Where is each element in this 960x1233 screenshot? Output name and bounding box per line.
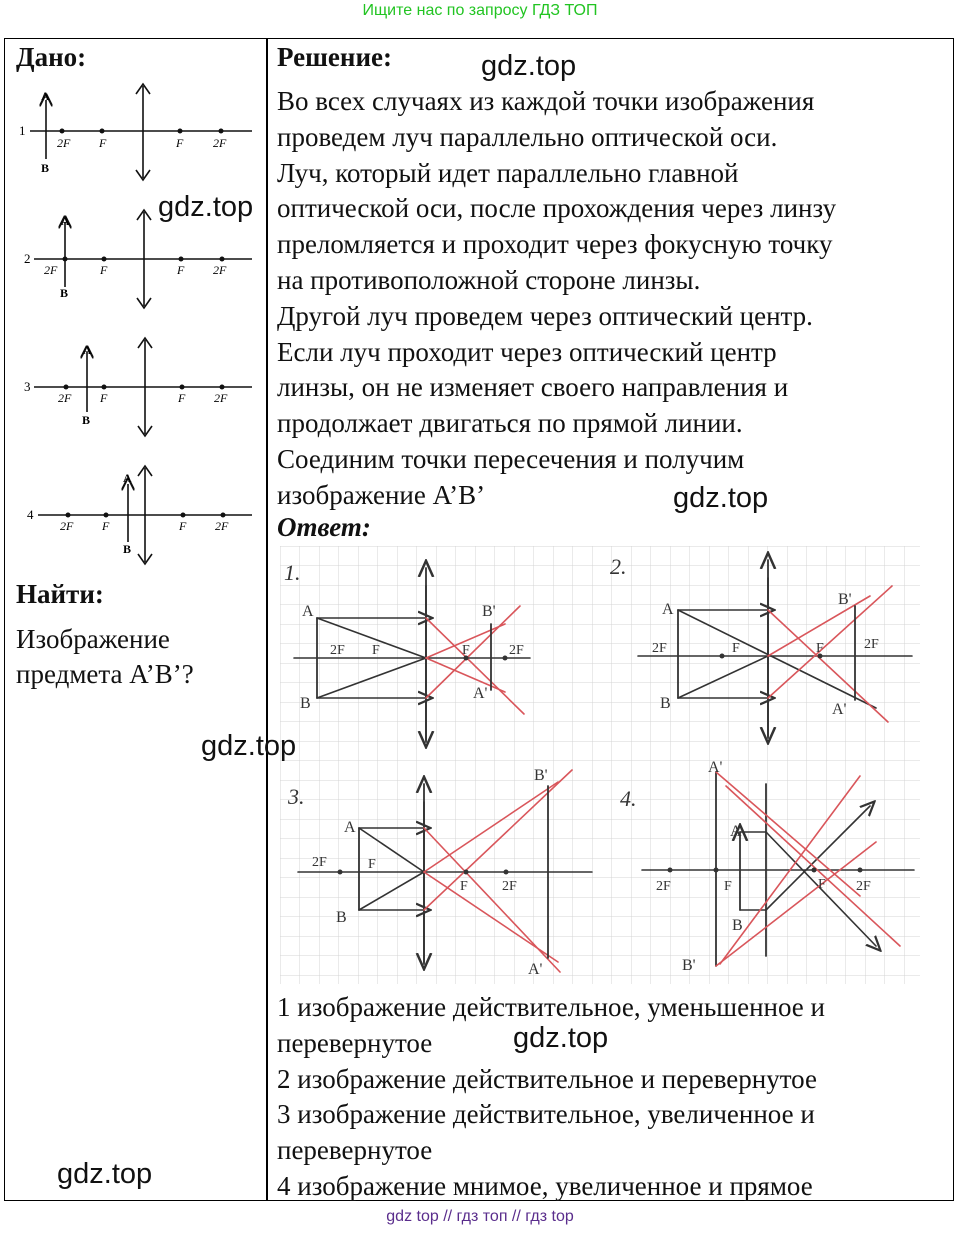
sketch-label: F — [816, 641, 824, 656]
sketch-label: F — [368, 857, 376, 872]
sketch-number: 4. — [620, 786, 637, 811]
sketch-label: 2F — [330, 643, 345, 658]
label-f: F — [179, 519, 187, 533]
label-f: F — [178, 391, 186, 405]
label-2f: 2F — [214, 391, 228, 405]
watermark: gdz.top — [57, 1158, 153, 1190]
answer-line: перевернутое — [277, 1135, 433, 1166]
sketch-label: A — [662, 601, 674, 618]
sketch-label: 2F — [312, 855, 327, 870]
sketch-label: A' — [528, 961, 543, 978]
watermark: gdz.top — [201, 730, 297, 762]
solution-line: продолжает двигаться по прямой линии. — [277, 408, 743, 439]
sketch-label: F — [462, 643, 470, 658]
solution-heading: Решение: — [277, 42, 392, 72]
solution-line: проведем луч параллельно оптической оси. — [277, 121, 778, 152]
label-f: F — [100, 391, 108, 405]
sketch-label: B — [660, 695, 671, 712]
sketch-label: F — [732, 641, 740, 656]
sketch-label: A' — [832, 701, 847, 718]
header-search-hint[interactable]: Ищите нас по запросу ГДЗ ТОП — [362, 2, 598, 19]
label-2f: 2F — [44, 263, 58, 277]
sketch-label: 2F — [502, 879, 517, 894]
diagram-number: 1 — [19, 123, 26, 138]
answer-line: перевернутое — [277, 1027, 433, 1058]
label-a: A — [123, 471, 132, 485]
watermark: gdz.top — [481, 50, 577, 82]
label-b: B — [60, 286, 69, 300]
solution-line: оптической оси, после прохождения через линзу — [277, 193, 837, 224]
sketch-label: B' — [482, 603, 496, 620]
label-f: F — [99, 136, 107, 150]
sketch-label: B — [300, 695, 311, 712]
solution-line: Луч, который идет параллельно главной — [277, 157, 739, 188]
watermark: gdz.top — [158, 191, 254, 223]
diagram-number: 2 — [24, 251, 31, 266]
sketch-label: B' — [534, 767, 548, 784]
sketch-label: A' — [708, 759, 723, 776]
sketch-number: 2. — [610, 554, 627, 579]
given-heading: Дано: — [16, 42, 87, 72]
sketch-label: A — [730, 823, 742, 840]
label-a: A — [83, 343, 92, 357]
answer-sketches — [280, 546, 920, 984]
sketch-label: A — [344, 819, 356, 836]
column-divider — [266, 38, 268, 1201]
label-2f: 2F — [215, 519, 229, 533]
sketch-number: 3. — [288, 784, 305, 809]
find-heading: Найти: — [16, 579, 104, 609]
answer-heading: Ответ: — [277, 512, 371, 542]
sketch-label: A — [302, 603, 314, 620]
label-2f: 2F — [213, 263, 227, 277]
answer-line: 3 изображение действительное, увеличенное и — [277, 1099, 815, 1130]
diagram-number: 3 — [24, 379, 31, 394]
sketch-label: B — [336, 909, 347, 926]
given-diagram-4 — [27, 466, 252, 564]
label-f: F — [176, 136, 184, 150]
label-a: A — [41, 89, 50, 103]
given-diagram-1 — [19, 84, 252, 180]
sketch-label: B' — [682, 957, 696, 974]
answer-line: 2 изображение действительное и перевернутое — [277, 1063, 817, 1094]
given-diagrams — [14, 72, 264, 572]
footer-links[interactable]: gdz top // гдз топ // гдз top — [386, 1208, 574, 1225]
label-2f: 2F — [58, 391, 72, 405]
label-f: F — [102, 519, 110, 533]
solution-text — [277, 84, 949, 514]
sketch-label: F — [460, 879, 468, 894]
watermark: gdz.top — [673, 482, 769, 514]
solution-line: на противоположной стороне линзы. — [277, 264, 701, 295]
solution-line: изображение A’B’ — [277, 479, 486, 510]
answer-line: 4 изображение мнимое, увеличенное и прямое — [277, 1170, 813, 1201]
label-2f: 2F — [60, 519, 74, 533]
solution-line: преломляется и проходит через фокусную точку — [277, 229, 833, 260]
find-line-2: предмета A’B’? — [16, 659, 194, 689]
given-diagram-3 — [24, 338, 252, 436]
answer-line: 1 изображение действительное, уменьшенное и — [277, 992, 825, 1022]
label-2f: 2F — [213, 136, 227, 150]
sketch-label: B' — [838, 591, 852, 608]
sketch-label: F — [818, 877, 826, 892]
sketch-label: 2F — [652, 641, 667, 656]
label-f: F — [177, 263, 185, 277]
sketch-label: 2F — [656, 879, 671, 894]
solution-line: Во всех случаях из каждой точки изображения — [277, 86, 815, 116]
sketch-label: 2F — [864, 637, 879, 652]
solution-line: Соединим точки пересечения и получим — [277, 443, 745, 474]
sketch-label: B — [732, 917, 743, 934]
diagram-number: 4 — [27, 507, 34, 522]
find-line-1: Изображение — [16, 624, 170, 654]
label-b: B — [123, 542, 132, 556]
watermark: gdz.top — [513, 1022, 609, 1054]
sketch-label: F — [724, 879, 732, 894]
label-b: B — [41, 161, 50, 175]
label-2f: 2F — [57, 136, 71, 150]
sketch-label: F — [372, 643, 380, 658]
sketch-label: 2F — [856, 879, 871, 894]
sketch-number: 1. — [284, 560, 301, 585]
label-b: B — [82, 413, 91, 427]
label-f: F — [100, 263, 108, 277]
label-a: A — [61, 214, 70, 228]
solution-line: линзы, он не изменяет своего направления и — [277, 372, 789, 403]
given-diagram-2 — [24, 210, 252, 308]
sketch-label: A' — [473, 685, 488, 702]
sketch-label: 2F — [509, 643, 524, 658]
solution-line: Если луч проходит через оптический центр — [277, 336, 777, 367]
solution-line: Другой луч проведем через оптический центр. — [277, 300, 813, 331]
